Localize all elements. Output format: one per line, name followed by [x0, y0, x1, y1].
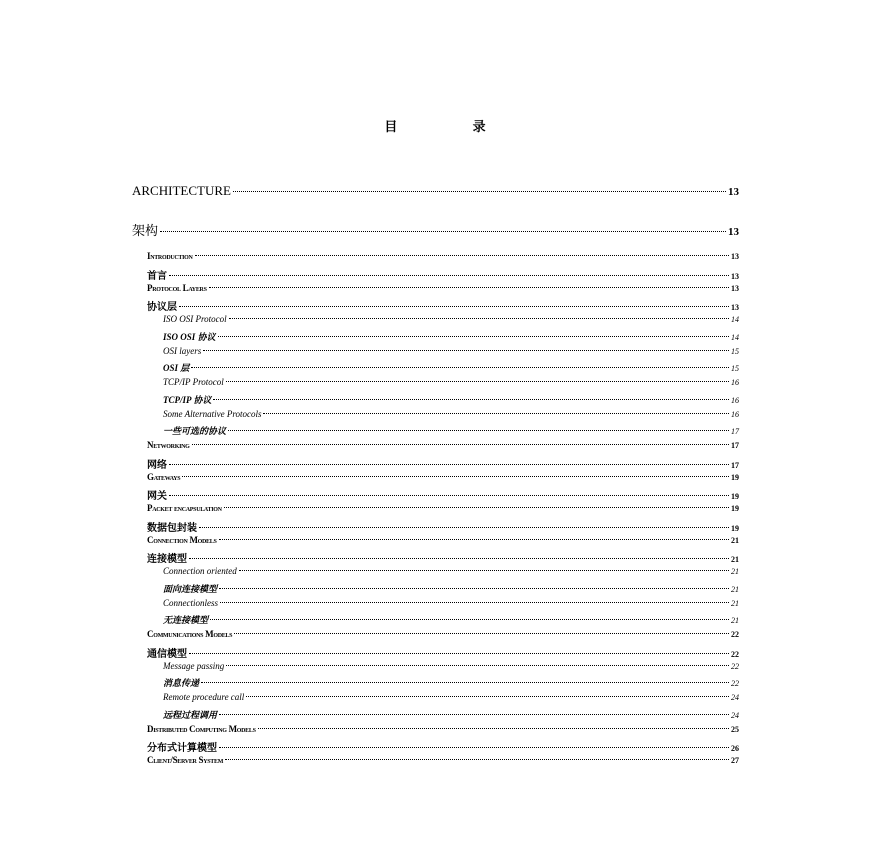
toc-entry-page-number: 22	[731, 649, 739, 659]
toc-entry[interactable]	[147, 251, 739, 261]
toc-entry[interactable]	[132, 183, 739, 199]
toc-entry[interactable]	[163, 361, 739, 374]
toc-dot-leader	[169, 495, 729, 496]
toc-entry-label: Remote procedure call	[163, 692, 245, 702]
toc-entry-page-number: 24	[731, 710, 739, 720]
toc-dot-leader	[219, 588, 729, 589]
toc-entry-label: 连接模型	[147, 554, 187, 566]
toc-entry-page-number: 14	[731, 315, 739, 324]
toc-entry-page-number: 15	[731, 364, 739, 374]
toc-entry-page-number: 26	[731, 744, 739, 754]
toc-entry-page-number: 16	[731, 409, 739, 419]
toc-entry-label: 无连接模型	[163, 615, 209, 626]
toc-entry-page-number: 17	[731, 427, 739, 437]
toc-dot-leader	[219, 714, 729, 715]
toc-dot-leader	[199, 527, 729, 528]
toc-entry[interactable]	[132, 220, 739, 239]
toc-dot-leader	[258, 728, 729, 729]
toc-entry-page-number: 21	[731, 535, 739, 545]
toc-entry-label: ISO OSI Protocol	[163, 314, 227, 324]
toc-dot-leader	[189, 558, 729, 559]
page-title: 目 录	[384, 119, 522, 134]
toc-dot-leader	[210, 619, 729, 620]
toc-entry[interactable]	[147, 755, 739, 765]
toc-entry[interactable]	[163, 676, 739, 689]
toc-dot-leader	[219, 539, 730, 540]
toc-entry-page-number: 14	[731, 332, 739, 342]
toc-entry-label: Communications Models	[147, 629, 233, 639]
toc-entry-label: 分布式计算模型	[147, 743, 217, 755]
toc-entry-label: TCP/IP Protocol	[163, 377, 224, 387]
toc-entry[interactable]	[163, 708, 739, 721]
toc-entry-page-number: 25	[731, 724, 739, 734]
toc-entry[interactable]	[147, 456, 739, 471]
toc-entry-label: 数据包封装	[147, 522, 197, 534]
toc-entry-label: Packet encapsulation	[147, 503, 222, 513]
toc-entry[interactable]	[163, 377, 739, 387]
toc-dot-leader	[246, 696, 729, 697]
toc-entry-label: Protocol Layers	[147, 282, 207, 293]
toc-entry-page-number: 17	[731, 460, 739, 470]
toc-entry-page-number: 15	[731, 346, 739, 356]
toc-dot-leader	[160, 231, 726, 232]
toc-entry[interactable]	[163, 314, 739, 324]
toc-dot-leader	[218, 336, 729, 337]
toc-entry[interactable]	[163, 692, 739, 702]
toc-entry[interactable]	[163, 613, 739, 626]
toc-entry-page-number: 13	[731, 271, 739, 281]
toc-entry[interactable]	[147, 472, 739, 482]
toc-dot-leader	[189, 653, 729, 654]
toc-entry-label: Distributed Computing Models	[147, 723, 256, 734]
toc-dot-leader	[179, 306, 729, 307]
toc-entry[interactable]	[163, 582, 739, 595]
toc-entry[interactable]	[163, 409, 739, 419]
toc-dot-leader	[239, 570, 729, 571]
toc-dot-leader	[201, 682, 729, 683]
toc-entry-page-number: 13	[731, 283, 739, 293]
toc-entry[interactable]	[147, 440, 739, 450]
toc-entry-page-number: 16	[731, 378, 739, 387]
toc-entry-page-number: 19	[731, 504, 739, 513]
toc-dot-leader	[182, 476, 729, 477]
toc-entry[interactable]	[147, 724, 739, 734]
toc-dot-leader	[233, 191, 726, 192]
toc-entry[interactable]	[147, 739, 739, 754]
toc-entry-label: Connectionless	[163, 597, 218, 608]
toc-entry-label: 面向连接模型	[163, 583, 218, 594]
toc-dot-leader	[225, 759, 729, 760]
toc-entry[interactable]	[163, 330, 739, 343]
toc-entry-page-number: 19	[731, 523, 739, 533]
toc-dot-leader	[263, 413, 729, 414]
toc-entry[interactable]	[147, 645, 739, 660]
toc-entry-label: ARCHITECTURE	[132, 183, 231, 198]
toc-entry-label: Networking	[147, 440, 190, 450]
toc-entry-label: Message passing	[163, 660, 225, 671]
toc-entry[interactable]	[163, 661, 739, 671]
toc-dot-leader	[203, 350, 729, 351]
toc-entry-label: Gateways	[147, 471, 181, 482]
toc-entry-label: 通信模型	[147, 648, 187, 660]
toc-dot-leader	[234, 633, 729, 634]
toc-entry-label: 一些可选的协议	[163, 426, 227, 437]
toc-entry-page-number: 13	[731, 252, 739, 261]
toc-entry[interactable]	[147, 519, 739, 534]
toc-dot-leader	[220, 602, 729, 603]
toc-entry-label: 架构	[132, 223, 159, 238]
toc-entry-page-number: 21	[731, 567, 739, 576]
toc-entry-label: 消息传递	[163, 678, 200, 689]
toc-dot-leader	[229, 318, 729, 319]
toc-entry-label: Connection oriented	[163, 566, 237, 576]
toc-entry-page-number: 22	[731, 661, 739, 671]
toc-entry-page-number: 27	[731, 756, 739, 765]
toc-entry[interactable]	[147, 550, 739, 565]
toc-entry[interactable]	[163, 566, 739, 576]
toc-entry-label: OSI layers	[163, 345, 202, 356]
toc-entry-label: TCP/IP 协议	[163, 394, 212, 405]
toc-entry-page-number: 22	[731, 630, 739, 639]
toc-entry-label: OSI 层	[163, 363, 190, 374]
toc-entry-page-number: 21	[731, 598, 739, 608]
toc-entry[interactable]	[163, 598, 739, 608]
toc-entry-label: Connection Models	[147, 534, 217, 545]
toc-entry[interactable]	[147, 267, 739, 282]
toc-dot-leader	[213, 399, 729, 400]
toc-entry-label: 远程过程调用	[163, 709, 218, 720]
toc-entry-page-number: 13	[728, 186, 739, 198]
toc-entry-label: Some Alternative Protocols	[163, 408, 262, 419]
toc-entry-page-number: 22	[731, 679, 739, 689]
toc-entry-page-number: 19	[731, 472, 739, 482]
toc-entry-page-number: 13	[731, 303, 739, 313]
toc-dot-leader	[169, 464, 729, 465]
toc-dot-leader	[169, 275, 729, 276]
toc-entry[interactable]	[147, 503, 739, 513]
toc-entry-label: ISO OSI 协议	[163, 331, 216, 342]
toc-dot-leader	[224, 507, 729, 508]
toc-dot-leader	[219, 747, 729, 748]
toc-entry-page-number: 19	[731, 492, 739, 502]
toc-entry-page-number: 16	[731, 395, 739, 405]
toc-entry-page-number: 17	[731, 441, 739, 450]
toc-entry-label: Client/Server System	[147, 755, 224, 765]
toc-entry-label: Introduction	[147, 251, 193, 261]
toc-entry-label: 协议层	[147, 302, 177, 314]
toc-dot-leader	[209, 287, 729, 288]
toc-entry[interactable]	[147, 283, 739, 293]
toc-dot-leader	[228, 430, 729, 431]
toc-entry[interactable]	[163, 346, 739, 356]
toc-dot-leader	[191, 367, 729, 368]
toc-entry-page-number: 13	[728, 226, 739, 238]
toc-dot-leader	[192, 444, 729, 445]
toc-entry-label: 首言	[147, 270, 167, 282]
toc-entry[interactable]	[147, 535, 739, 545]
toc-entry[interactable]	[163, 424, 739, 437]
toc-entry-label: 网络	[147, 459, 167, 471]
toc-entry-page-number: 21	[731, 616, 739, 626]
toc-entry[interactable]	[147, 629, 739, 639]
toc-dot-leader	[226, 665, 729, 666]
toc-entry[interactable]	[147, 487, 739, 502]
toc-entry[interactable]	[163, 393, 739, 406]
toc-entry-page-number: 21	[731, 555, 739, 565]
toc-entry-page-number: 21	[731, 584, 739, 594]
toc-entry-page-number: 24	[731, 693, 739, 702]
toc-dot-leader	[226, 381, 729, 382]
toc-dot-leader	[195, 255, 729, 256]
toc-entry[interactable]	[147, 298, 739, 313]
toc-entry-label: 网关	[147, 491, 167, 503]
